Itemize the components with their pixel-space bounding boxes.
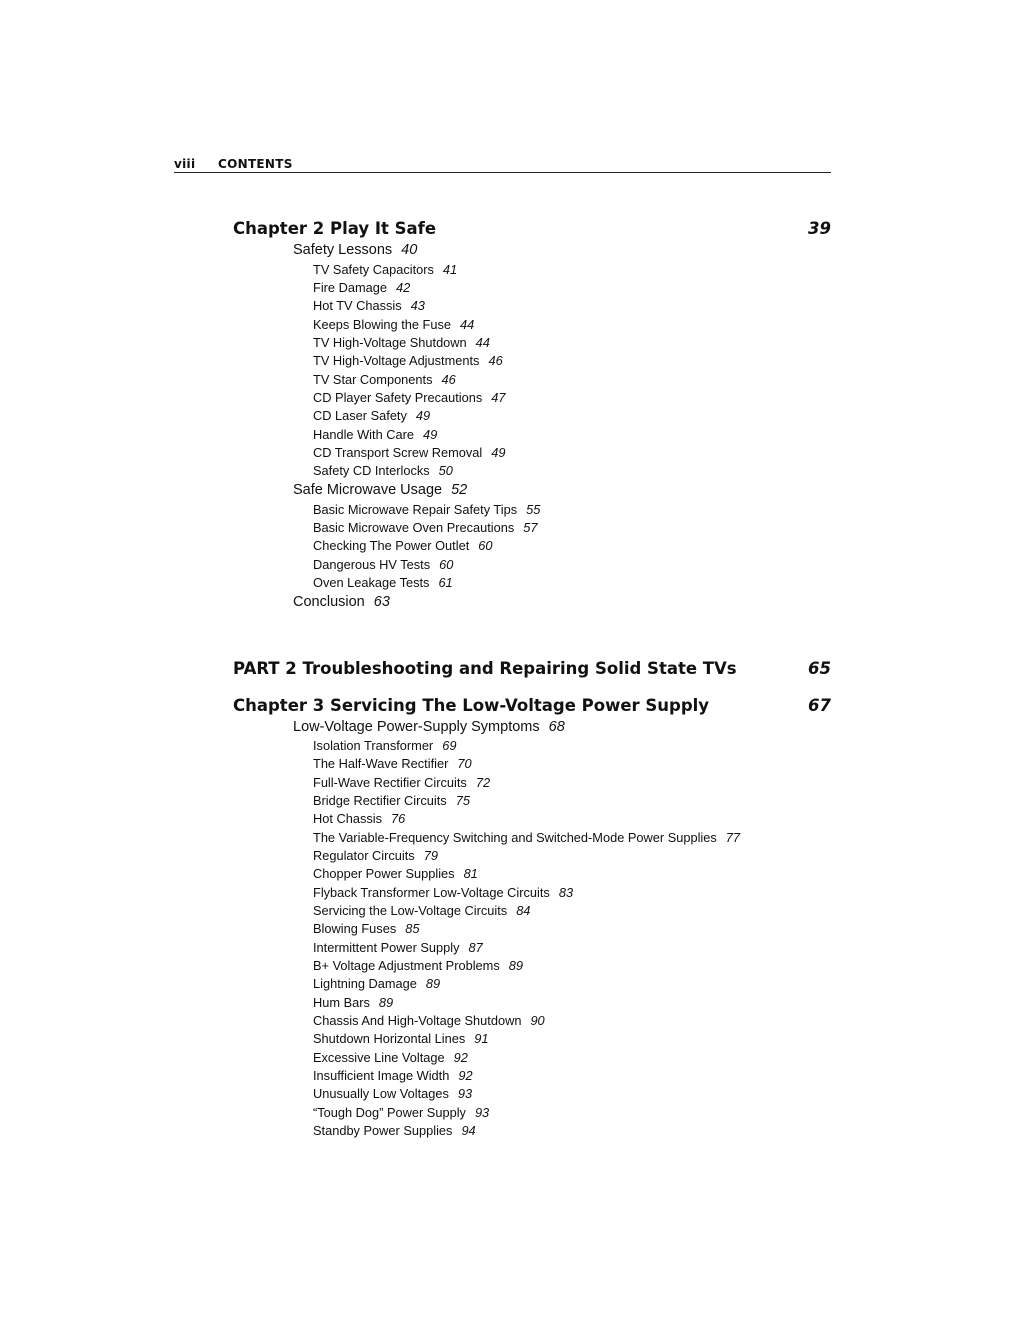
entry-title: Chassis And High-Voltage Shutdown [313, 1013, 522, 1028]
entry-title: “Tough Dog” Power Supply [313, 1105, 466, 1120]
toc-entry [313, 738, 456, 753]
entry-title: Lightning Damage [313, 976, 417, 991]
toc-entry [293, 242, 417, 258]
entry-title: Unusually Low Voltages [313, 1086, 449, 1101]
chapter-3-heading [233, 696, 831, 715]
entry-page-number: 55 [526, 502, 541, 517]
toc-entry [313, 575, 453, 590]
toc-entry [313, 298, 425, 313]
toc-entry [313, 520, 538, 535]
entry-title: Safe Microwave Usage [293, 482, 443, 498]
toc-entry [313, 353, 503, 368]
entry-title: Oven Leakage Tests [313, 575, 430, 590]
entry-title: Excessive Line Voltage [313, 1050, 445, 1065]
entry-page-number: 93 [474, 1105, 490, 1120]
toc-entry [313, 903, 530, 918]
heading-label: PART 2 Troubleshooting and Repairing Solid State TVs [233, 659, 737, 678]
entry-page-number: 46 [441, 372, 456, 387]
toc-entry [293, 482, 467, 498]
entry-title: Hum Bars [313, 995, 370, 1010]
entry-title: CD Player Safety Precautions [313, 390, 483, 405]
entry-page-number: 44 [475, 335, 490, 350]
entry-title: The Half-Wave Rectifier [313, 756, 449, 771]
toc-entry [313, 976, 440, 991]
entry-page-number: 63 [373, 594, 390, 610]
header-title: CONTENTS [218, 157, 293, 171]
toc-entry [313, 1013, 545, 1028]
entry-page-number: 46 [488, 353, 503, 368]
entry-page-number: 92 [453, 1050, 468, 1065]
toc-entry [313, 1123, 476, 1138]
toc-entry [313, 1086, 472, 1101]
entry-page-number: 70 [457, 756, 472, 771]
entry-title: Safety CD Interlocks [313, 463, 430, 478]
entry-page-number: 42 [395, 280, 411, 295]
entry-page-number: 89 [508, 958, 523, 973]
heading-page-number: 67 [808, 696, 831, 715]
toc-entry [313, 390, 506, 405]
entry-title: Fire Damage [313, 280, 387, 295]
heading-label: Chapter 3 Servicing The Low-Voltage Power Supply [233, 696, 710, 715]
toc-entry [313, 811, 405, 826]
heading-label: Chapter 2 Play It Safe [233, 219, 437, 238]
entry-page-number: 85 [405, 921, 420, 936]
toc-entry [313, 756, 472, 771]
toc-entry [313, 427, 437, 442]
toc-entry [313, 557, 453, 572]
toc-entry [313, 372, 456, 387]
entry-page-number: 94 [461, 1123, 476, 1138]
entry-page-number: 90 [530, 1013, 545, 1028]
entry-title: Isolation Transformer [313, 738, 434, 753]
entry-page-number: 76 [390, 811, 406, 826]
toc-entry [313, 262, 457, 277]
entry-title: TV High-Voltage Shutdown [313, 335, 467, 350]
toc-entry [313, 995, 393, 1010]
toc-entry [313, 1031, 488, 1046]
entry-page-number: 87 [468, 940, 483, 955]
entry-title: Keeps Blowing the Fuse [313, 317, 452, 332]
toc-entry [313, 866, 478, 881]
toc-entry [313, 1105, 489, 1120]
toc-entry [313, 848, 438, 863]
running-header [174, 157, 831, 173]
entry-page-number: 84 [516, 903, 531, 918]
entry-page-number: 43 [410, 298, 425, 313]
entry-title: Chopper Power Supplies [313, 866, 455, 881]
entry-title: Insufficient Image Width [313, 1068, 450, 1083]
entry-page-number: 81 [463, 866, 478, 881]
entry-page-number: 49 [423, 427, 438, 442]
toc-entry [313, 940, 483, 955]
entry-title: Regulator Circuits [313, 848, 415, 863]
part-2-heading [233, 659, 831, 678]
toc-entry [313, 280, 410, 295]
entry-title: Dangerous HV Tests [313, 557, 431, 572]
entry-page-number: 60 [439, 557, 454, 572]
entry-title: Servicing the Low-Voltage Circuits [313, 903, 508, 918]
header-page-number: viii [174, 157, 196, 171]
toc-entry [313, 335, 490, 350]
entry-title: TV Safety Capacitors [313, 262, 434, 277]
entry-page-number: 68 [548, 719, 565, 735]
toc-entry [313, 958, 523, 973]
entry-page-number: 41 [442, 262, 458, 277]
heading-page-number: 65 [808, 659, 831, 678]
entry-title: Flyback Transformer Low-Voltage Circuits [313, 885, 550, 900]
entry-page-number: 89 [378, 995, 394, 1010]
entry-page-number: 50 [438, 463, 453, 478]
entry-title: Bridge Rectifier Circuits [313, 793, 447, 808]
toc-entry [313, 830, 740, 845]
entry-title: TV Star Components [313, 372, 433, 387]
toc-entry [313, 445, 506, 460]
chapter-2-heading [233, 219, 831, 238]
toc-entry [313, 1050, 468, 1065]
entry-title: CD Laser Safety [313, 408, 407, 423]
toc-entry [313, 408, 430, 423]
toc-entry [313, 538, 492, 553]
heading-page-number: 39 [808, 219, 831, 238]
toc-entry [313, 1068, 473, 1083]
entry-page-number: 83 [558, 885, 574, 900]
entry-title: Handle With Care [313, 427, 414, 442]
toc-entry [313, 317, 474, 332]
entry-page-number: 93 [457, 1086, 473, 1101]
entry-title: Intermittent Power Supply [313, 940, 460, 955]
entry-title: Shutdown Horizontal Lines [313, 1031, 466, 1046]
entry-title: Hot TV Chassis [313, 298, 402, 313]
toc-entry [313, 793, 470, 808]
entry-title: TV High-Voltage Adjustments [313, 353, 480, 368]
entry-title: Hot Chassis [313, 811, 382, 826]
entry-page-number: 61 [438, 575, 453, 590]
entry-page-number: 57 [523, 520, 538, 535]
entry-page-number: 47 [491, 390, 506, 405]
entry-title: Low-Voltage Power-Supply Symptoms [293, 719, 540, 735]
entry-page-number: 92 [458, 1068, 473, 1083]
toc-entry [313, 921, 419, 936]
entry-title: Checking The Power Outlet [313, 538, 470, 553]
toc-entry [293, 594, 390, 610]
entry-page-number: 75 [455, 793, 470, 808]
entry-page-number: 91 [474, 1031, 489, 1046]
toc-entry [313, 463, 453, 478]
entry-title: Conclusion [293, 594, 365, 610]
entry-page-number: 52 [451, 482, 468, 498]
entry-page-number: 49 [415, 408, 431, 423]
entry-title: Standby Power Supplies [313, 1123, 453, 1138]
entry-page-number: 72 [475, 775, 491, 790]
entry-title: Blowing Fuses [313, 921, 397, 936]
entry-page-number: 44 [460, 317, 475, 332]
entry-title: B+ Voltage Adjustment Problems [313, 958, 500, 973]
entry-page-number: 49 [491, 445, 506, 460]
toc-entry [313, 885, 573, 900]
entry-title: CD Transport Screw Removal [313, 445, 483, 460]
entry-title: Basic Microwave Repair Safety Tips [313, 502, 518, 517]
entry-title: Full-Wave Rectifier Circuits [313, 775, 467, 790]
entry-page-number: 77 [725, 830, 741, 845]
toc-entry [313, 502, 540, 517]
entry-title: Basic Microwave Oven Precautions [313, 520, 515, 535]
entry-page-number: 60 [478, 538, 493, 553]
toc-entry [293, 719, 565, 735]
entry-page-number: 40 [401, 242, 418, 258]
entry-title: The Variable-Frequency Switching and Switched-Mode Power Supplies [313, 830, 717, 845]
entry-page-number: 79 [423, 848, 438, 863]
entry-page-number: 89 [425, 976, 441, 991]
toc-entry [313, 775, 490, 790]
entry-title: Safety Lessons [293, 242, 393, 258]
entry-page-number: 69 [442, 738, 457, 753]
